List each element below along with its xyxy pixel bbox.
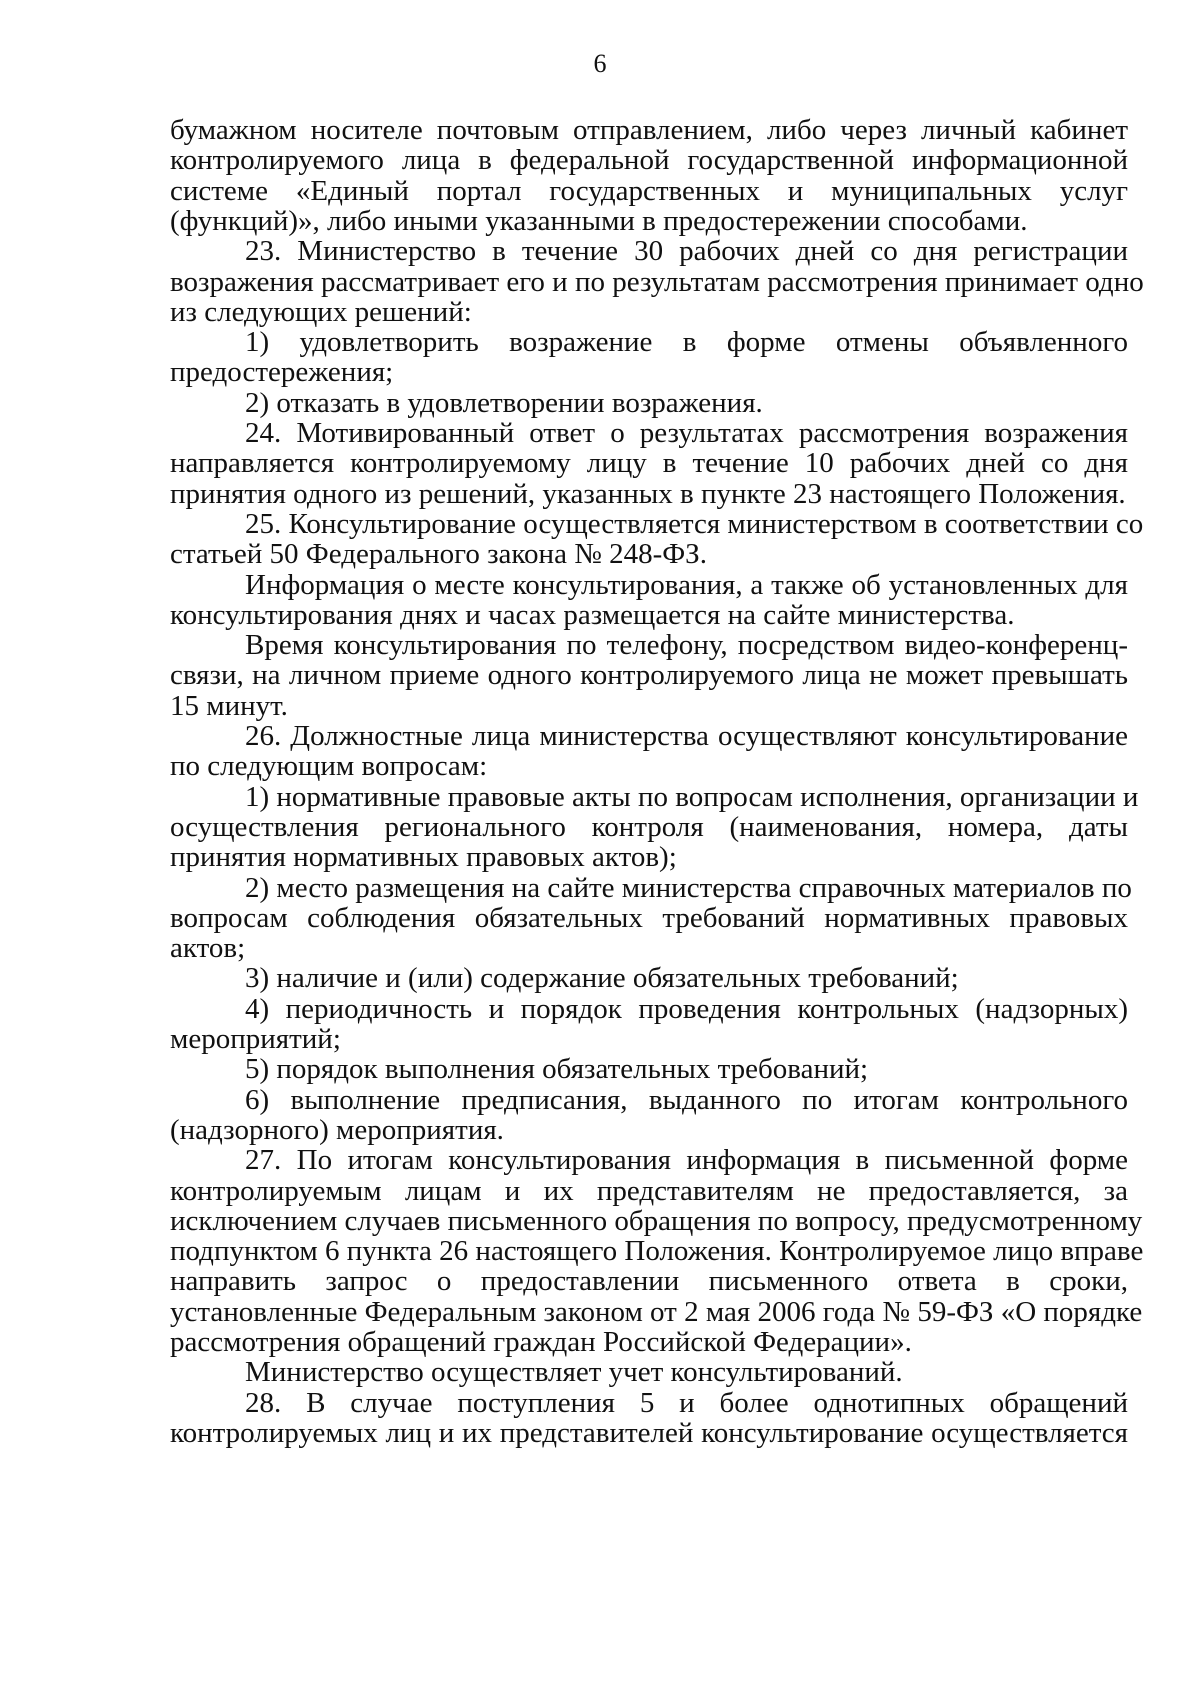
page-number: 6 (593, 49, 607, 78)
text-line: консультирования днях и часах размещается на сайте министерства. (170, 599, 1015, 631)
text-line: направить запрос о предоставлении письменного ответа в сроки, (170, 1265, 1128, 1297)
text-line: связи, на личном приеме одного контролируемого лица не может превышать (170, 659, 1128, 691)
text-line: мероприятий; (170, 1023, 341, 1055)
text-line: 27. По итогам консультирования информация в письменной форме (245, 1144, 1128, 1176)
text-line: исключением случаев письменного обращения по вопросу, предусмотренному (170, 1205, 1143, 1237)
text-line: установленные Федеральным законом от 2 мая 2006 года № 59-ФЗ «О порядке (170, 1296, 1143, 1328)
text-line: 24. Мотивированный ответ о результатах рассмотрения возражения (245, 417, 1128, 449)
text-line: Информация о месте консультирования, а также об установленных для (245, 569, 1128, 601)
text-line: 2) отказать в удовлетворении возражения. (245, 387, 763, 419)
text-line: актов; (170, 932, 246, 964)
text-line: 3) наличие и (или) содержание обязательных требований; (245, 962, 959, 994)
text-line: контролируемых лиц и их представителей консультирование осуществляется (170, 1417, 1128, 1449)
text-line: 4) периодичность и порядок проведения контрольных (надзорных) (245, 993, 1128, 1025)
text-line: подпунктом 6 пункта 26 настоящего Положения. Контролируемое лицо вправе (170, 1235, 1144, 1267)
text-line: 26. Должностные лица министерства осуществляют консультирование (245, 720, 1128, 752)
text-line: статьей 50 Федерального закона № 248-ФЗ. (170, 538, 707, 570)
text-line: 1) удовлетворить возражение в форме отмены объявленного (245, 326, 1128, 358)
text-line: рассмотрения обращений граждан Российской Федерации». (170, 1326, 912, 1358)
text-line: предостережения; (170, 356, 394, 388)
text-line: 25. Консультирование осуществляется министерством в соответствии со (245, 508, 1144, 540)
text-line: Министерство осуществляет учет консультирований. (245, 1356, 903, 1388)
text-line: 15 минут. (170, 690, 288, 722)
text-line: вопросам соблюдения обязательных требований нормативных правовых (170, 902, 1128, 934)
text-line: контролируемым лицам и их представителям не предоставляется, за (170, 1175, 1128, 1207)
text-line: 2) место размещения на сайте министерства справочных материалов по (245, 872, 1132, 904)
text-line: (функций)», либо иными указанными в предостережении способами. (170, 205, 1028, 237)
text-line: (надзорного) мероприятия. (170, 1114, 504, 1146)
text-line: принятия одного из решений, указанных в пункте 23 настоящего Положения. (170, 478, 1126, 510)
text-line: контролируемого лица в федеральной государственной информационной (170, 144, 1128, 176)
text-line: бумажном носителе почтовым отправлением, либо через личный кабинет (170, 114, 1128, 146)
text-line: 6) выполнение предписания, выданного по итогам контрольного (245, 1084, 1128, 1116)
text-line: из следующих решений: (170, 296, 472, 328)
text-line: возражения рассматривает его и по результатам рассмотрения принимает одно (170, 266, 1144, 298)
text-line: 1) нормативные правовые акты по вопросам исполнения, организации и (245, 781, 1139, 813)
text-line: системе «Единый портал государственных и муниципальных услуг (170, 175, 1128, 207)
text-line: Время консультирования по телефону, посредством видео-конференц- (245, 629, 1128, 661)
text-line: 28. В случае поступления 5 и более однотипных обращений (245, 1387, 1128, 1419)
text-line: по следующим вопросам: (170, 750, 488, 782)
text-line: направляется контролируемому лицу в течение 10 рабочих дней со дня (170, 447, 1128, 479)
text-line: принятия нормативных правовых актов); (170, 841, 677, 873)
text-line: 5) порядок выполнения обязательных требований; (245, 1053, 869, 1085)
text-line: 23. Министерство в течение 30 рабочих дней со дня регистрации (245, 235, 1128, 267)
text-line: осуществления регионального контроля (наименования, номера, даты (170, 811, 1128, 843)
